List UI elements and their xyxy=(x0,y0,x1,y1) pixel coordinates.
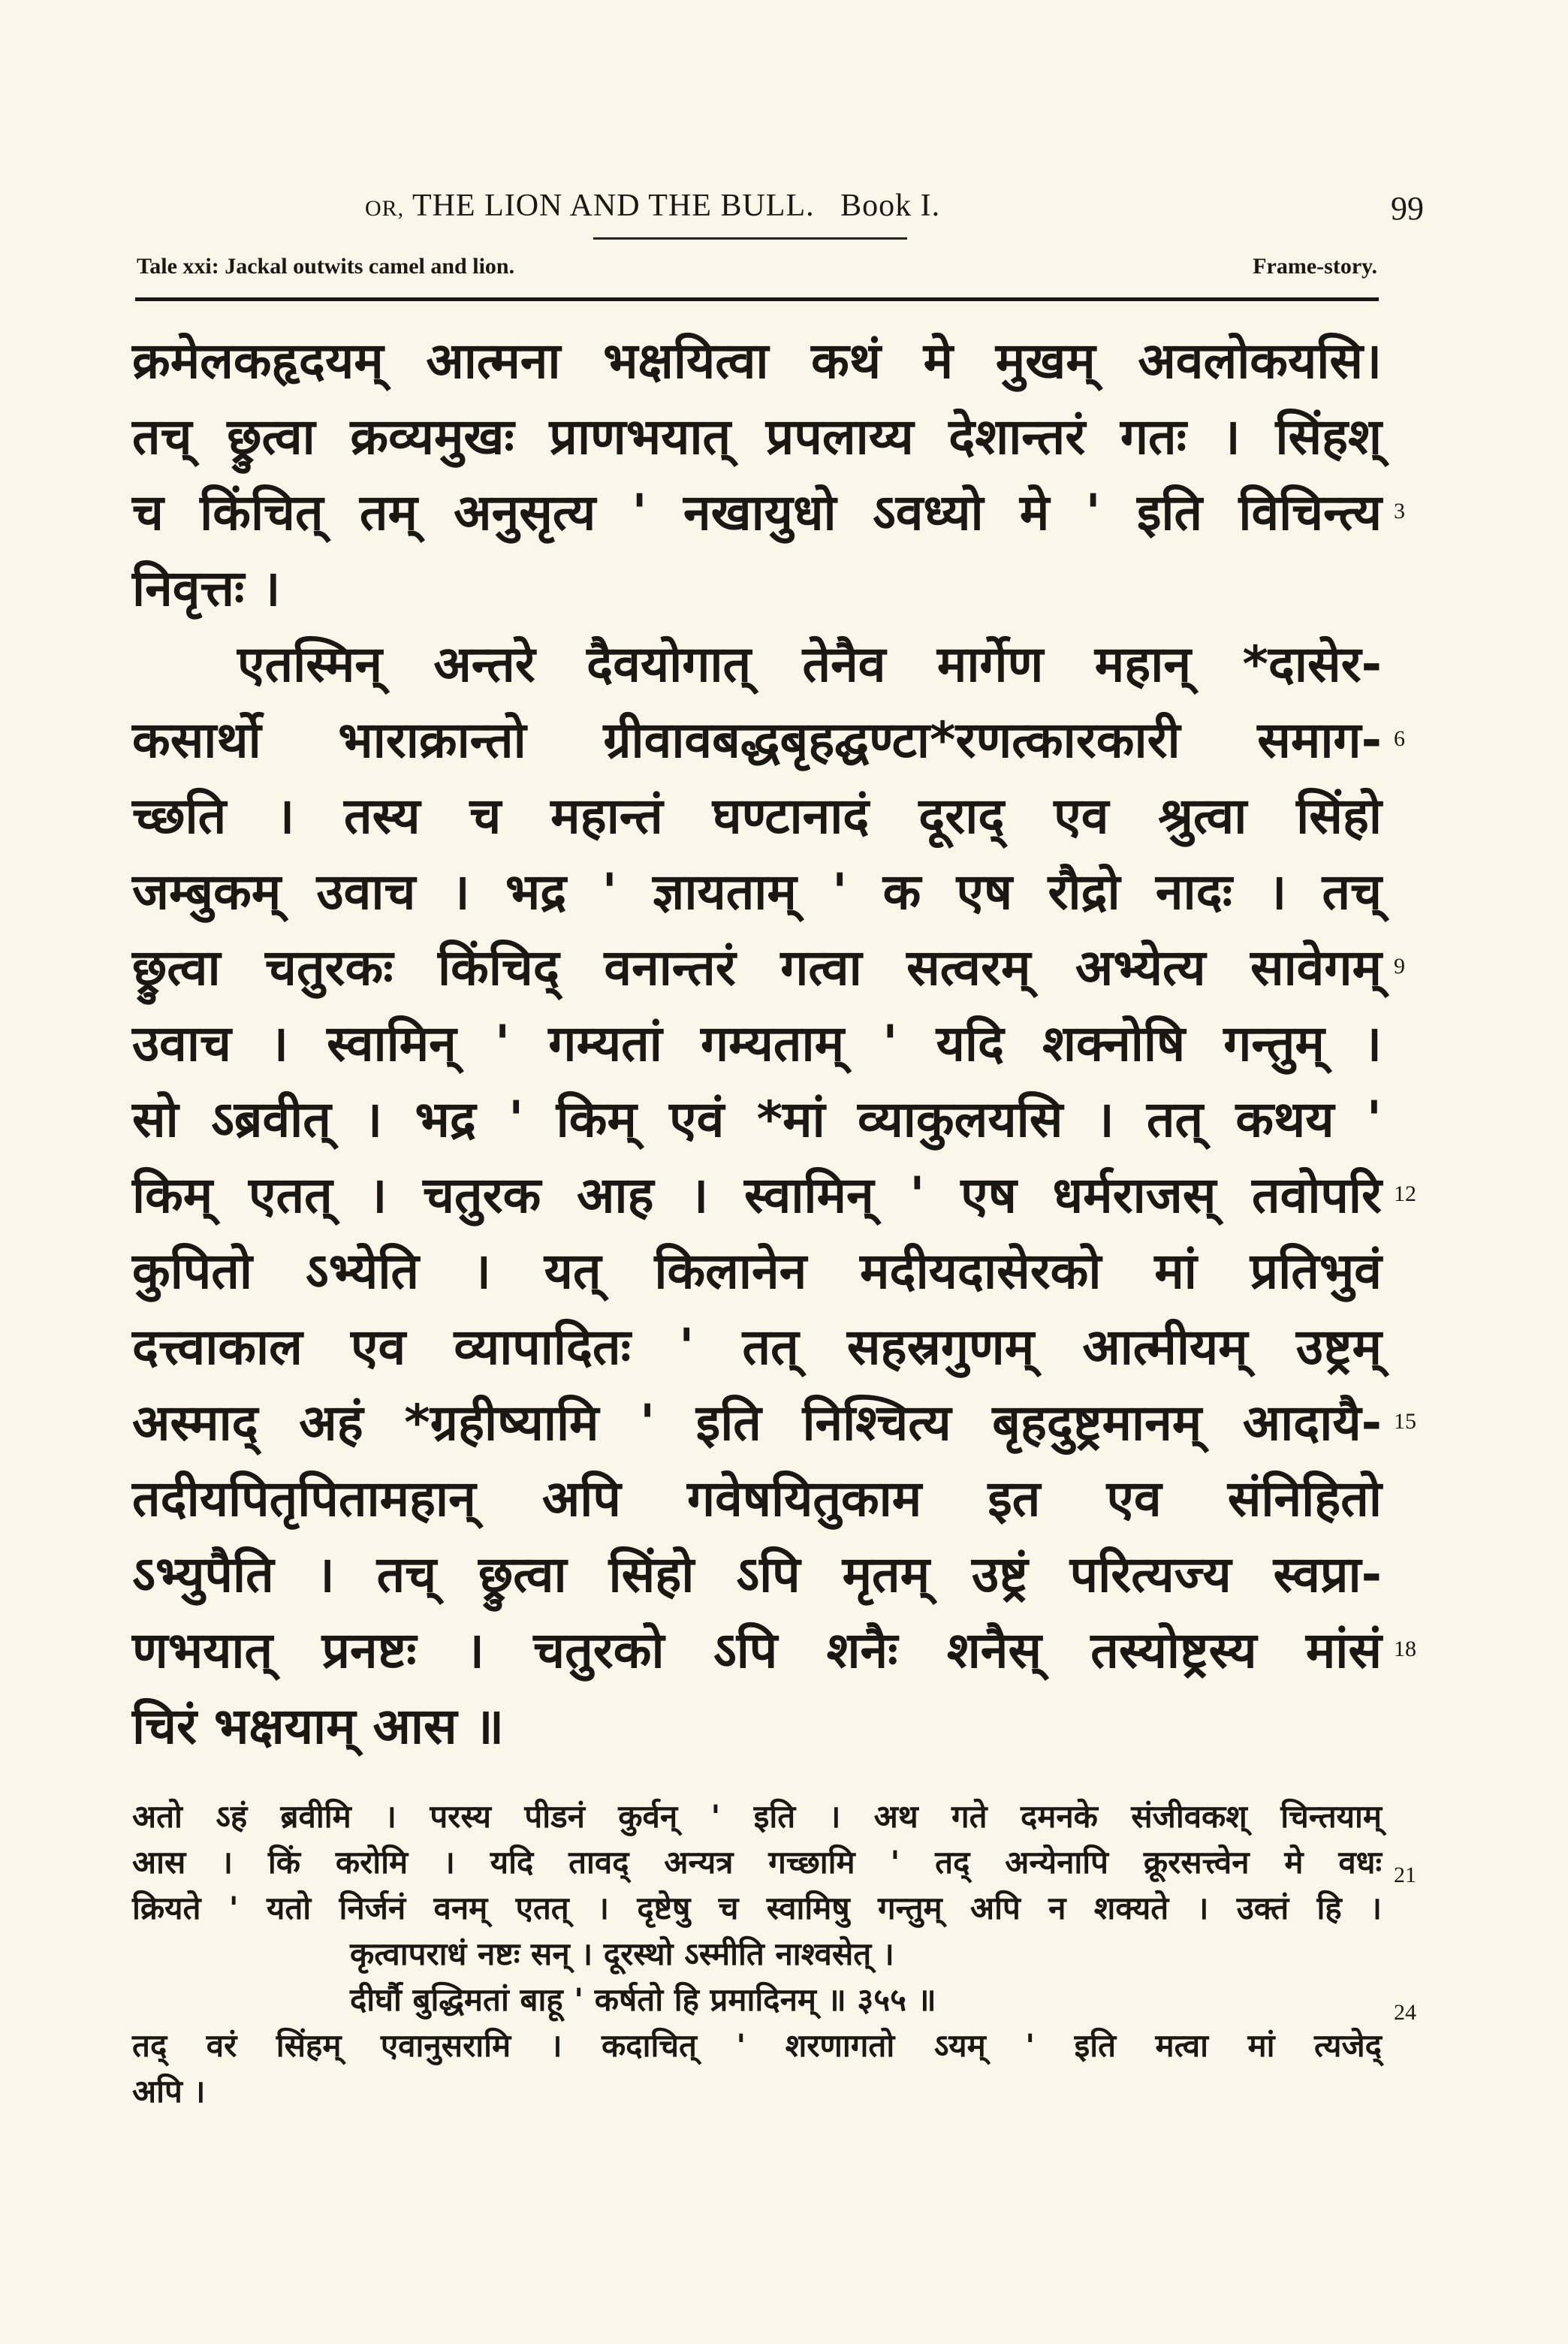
small-text-line: अपि । xyxy=(132,2073,206,2110)
line-number: 21 xyxy=(1394,1863,1416,1887)
text-line: ऽभ्युपैति । तच् छ्रुत्वा सिंहो ऽपि मृतम् उष्ट्रं परित्यज्य स्वप्रा- xyxy=(132,1546,1382,1603)
text-line: क्रमेलकहृदयम् आत्मना भक्षयित्वा कथं मे मुखम् अवलोकयसि। xyxy=(132,332,1382,390)
text-line: च्छति । तस्य च महान्तं घण्टानादं दूराद् एव श्रुत्वा सिंहो xyxy=(132,787,1382,845)
text-line: दत्त्वाकाल एव व्यापादितः ' तत् सहस्रगुणम् आत्मीयम् उष्ट्रम् xyxy=(132,1318,1382,1376)
verse-line: दीर्घौ बुद्धिमतां बाहू ' कर्षतो हि प्रमादिनम् ॥ ३५५ ॥ xyxy=(350,1981,936,2018)
running-head-title: THE LION AND THE BULL. xyxy=(412,189,815,223)
running-head-prefix: OR, xyxy=(365,196,405,221)
small-text-line: क्रियते ' यतो निर्जनं वनम् एतत् । दृष्टेषु च स्वामिषु गन्तुम् अपि न शक्यते । उक्तं हि । xyxy=(132,1890,1382,1926)
text-line: णभयात् प्रनष्टः । चतुरको ऽपि शनैः शनैस् तस्योष्ट्रस्य मांसं xyxy=(132,1621,1382,1679)
text-line: उवाच । स्वामिन् ' गम्यतां गम्यताम् ' यदि शक्नोषि गन्तुम् । xyxy=(132,1015,1382,1072)
small-text-line: तद् वरं सिंहम् एवानुसरामि । कदाचित् ' शरणागतो ऽयम् ' इति मत्वा मां त्यजेद् xyxy=(132,2027,1382,2064)
line-number: 3 xyxy=(1394,499,1405,523)
line-number: 12 xyxy=(1394,1181,1416,1206)
text-line: सो ऽब्रवीत् । भद्र ' किम् एवं *मां व्याकुलयसि । तत् कथय ' xyxy=(132,1091,1382,1148)
line-number: 9 xyxy=(1394,954,1405,979)
main-text xyxy=(132,323,1382,1764)
text-line: तच् छ्रुत्वा क्रव्यमुखः प्राणभयात् प्रपलाय्य देशान्तरं गतः । सिंहश् xyxy=(132,408,1382,466)
text-line: निवृत्तः । xyxy=(132,560,281,617)
small-text-line: आस । किं करोमि । यदि तावद् अन्यत्र गच्छामि ' तद् अन्येनापि क्रूरसत्त्वेन मे वधः xyxy=(132,1844,1382,1881)
line-number: 24 xyxy=(1394,2000,1416,2025)
running-head xyxy=(365,188,940,224)
text-line: चिरं भक्षयाम् आस ॥ xyxy=(132,1697,505,1755)
running-head-book: Book I. xyxy=(840,189,941,223)
text-line: एतस्मिन् अन्तरे दैवयोगात् तेनैव मार्गेण महान् *दासेर- xyxy=(237,635,1382,693)
text-line: छ्रुत्वा चतुरकः किंचिद् वनान्तरं गत्वा सत्वरम् अभ्येत्य सावेगम् xyxy=(132,939,1382,997)
text-line: अस्माद् अहं *ग्रहीष्यामि ' इति निश्चित्य बृहदुष्ट्रमानम् आदायै- xyxy=(132,1394,1382,1452)
verse-line: कृत्वापराधं नष्टः सन् । दूरस्थो ऽस्मीति नाश्वसेत् । xyxy=(350,1935,894,1972)
small-text-line: अतो ऽहं ब्रवीमि । परस्य पीडनं कुर्वन् ' इति । अथ गते दमनके संजीवकश् चिन्तयाम् xyxy=(132,1798,1382,1835)
text-line: किम् एतत् । चतुरक आह । स्वामिन् ' एष धर्मराजस् तवोपरि xyxy=(132,1166,1382,1224)
frame-story-subhead: Frame-story. xyxy=(1253,254,1377,279)
line-number: 15 xyxy=(1394,1409,1416,1434)
text-line: कुपितो ऽभ्येति । यत् किलानेन मदीयदासेरको मां प्रतिभुवं xyxy=(132,1242,1382,1300)
line-number: 18 xyxy=(1394,1637,1416,1661)
page-number: 99 xyxy=(1391,190,1424,227)
text-line: तदीयपितृपितामहान् अपि गवेषयितुकाम इत एव संनिहितो xyxy=(132,1470,1382,1528)
text-line: च किंचित् तम् अनुसृत्य ' नखायुधो ऽवध्यो मे ' इति विचिन्त्य xyxy=(132,484,1382,542)
continuation-text xyxy=(132,1793,1382,2114)
text-line: जम्बुकम् उवाच । भद्र ' ज्ञायताम् ' क एष रौद्रो नादः । तच् xyxy=(132,863,1382,921)
text-line: कसार्थो भाराक्रान्तो ग्रीवावबद्धबृहद्घण्टा*रणत्कारकारी समाग- xyxy=(132,711,1382,769)
line-number: 6 xyxy=(1394,726,1405,751)
header-rule xyxy=(135,297,1379,301)
tale-subhead: Tale xxi: Jackal outwits camel and lion. xyxy=(137,254,515,279)
header-underline xyxy=(593,237,907,240)
